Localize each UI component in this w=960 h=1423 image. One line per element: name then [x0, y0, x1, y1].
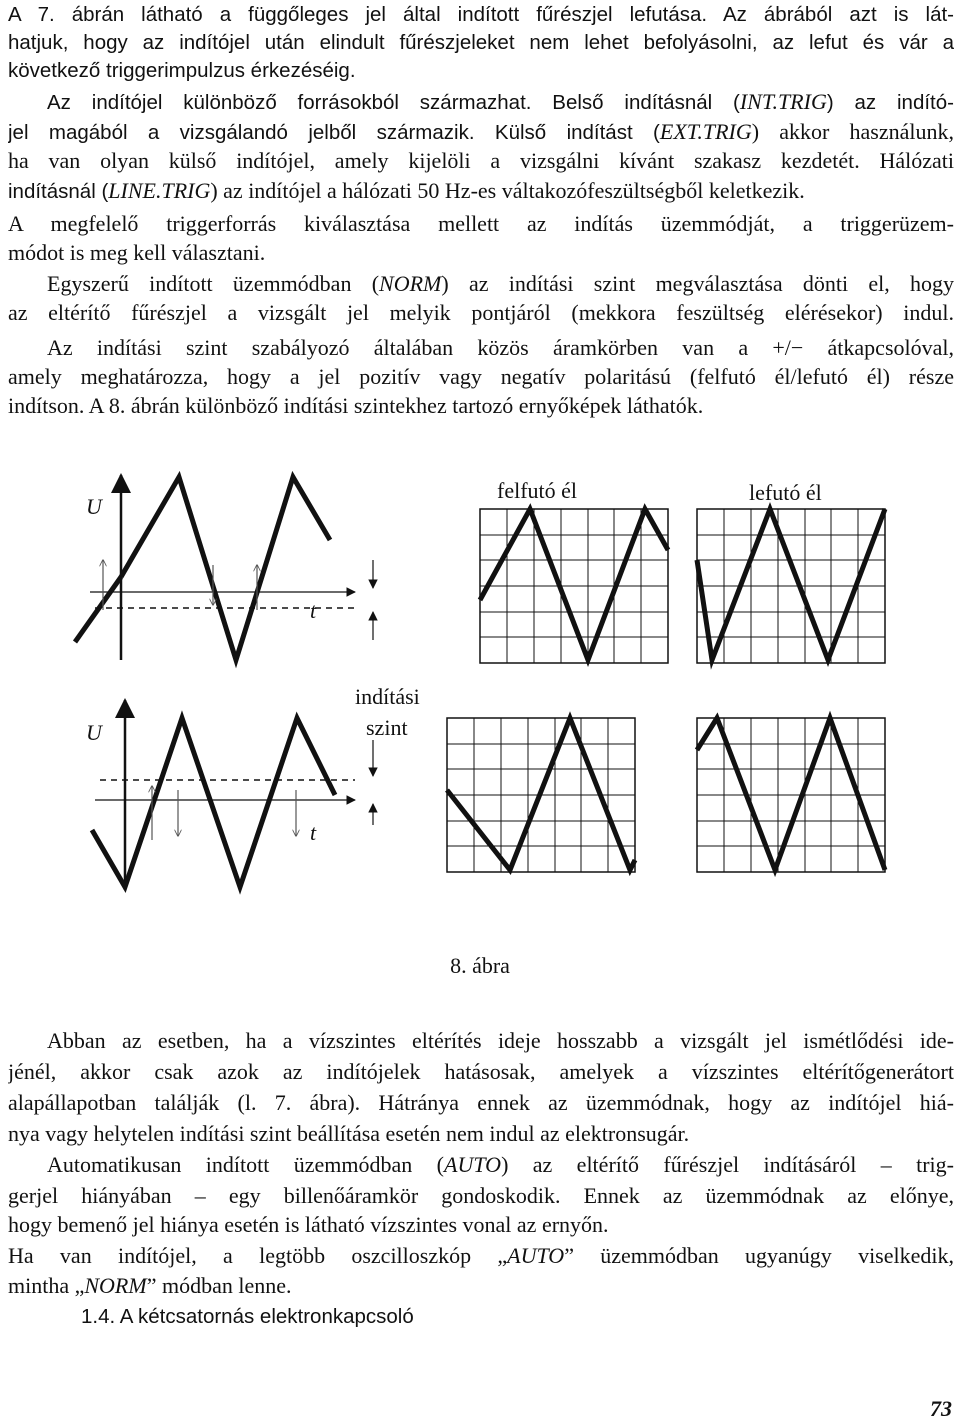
- figure-caption: 8. ábra: [450, 953, 510, 978]
- paragraph-8-line-1: Ha van indítójel, a legtöbb oszcilloszkóp „AUTO” üzemmódban ugyanúgy viselkedik,: [8, 1243, 954, 1268]
- screen-grid-rising: [480, 509, 668, 663]
- paragraph-3-line-2: módot is meg kell választani.: [8, 240, 266, 265]
- waveform-triangle: [92, 718, 335, 887]
- label-trigger-level-1: indítási: [355, 684, 420, 709]
- paragraph-1-line-3: következő triggerimpulzus érkezéséig.: [8, 59, 356, 82]
- paragraph-2-line-4: indításnál (LINE.TRIG) az indítójel a hálózati 50 Hz-es váltakozófeszültségből keletkezik.: [8, 178, 805, 203]
- page-number: 73: [930, 1396, 952, 1421]
- paragraph-6-line-3: alapállapotban találják (l. 7. ábra). Hátránya ennek az üzemmódnak, hogy az indítójel hiá-: [8, 1090, 954, 1115]
- paragraph-6-line-4: nya vagy helytelen indítási szint beállítása esetén nem indul az elektronsugár.: [8, 1121, 690, 1146]
- waveform-triangle: [121, 477, 330, 660]
- paragraph-5-line-2: amely meghatározza, hogy a jel pozitív vagy negatív polaritású (felfutó él/lefutó él) része: [8, 364, 954, 389]
- paragraph-2-line-3: ha van olyan külső indítójel, amely kijelöli a vizsgálni kívánt szakasz kezdetét. Hálózati: [8, 148, 954, 173]
- graph-top-left: [75, 475, 355, 660]
- waveform-bottom-left: [447, 718, 635, 870]
- paragraph-4-line-1: Egyszerű indított üzemmódban (NORM) az indítási szint megválasztása dönti el, hogy: [47, 271, 954, 296]
- u-axis-label: U: [86, 720, 102, 745]
- screen-grid-falling: [697, 509, 885, 663]
- paragraph-6-line-2: jénél, akkor csak azok az indítójelek hatásosak, amelyek a vízszintes eltérítőgenerátort: [8, 1059, 954, 1084]
- waveform-bottom-right: [697, 718, 885, 870]
- paragraph-5-line-3: indítson. A 8. ábrán különböző indítási szintekhez tartozó ernyőképek láthatók.: [8, 393, 704, 418]
- paragraph-1-line-1: A 7. ábrán látható a függőleges jel által indított fűrészjel lefutása. Az ábrából azt is lát-: [8, 3, 954, 26]
- paragraph-8-line-2: mintha „NORM” módban lenne.: [8, 1273, 292, 1298]
- graph-bottom-left: [86, 700, 355, 890]
- paragraph-3-line-1: A megfelelő triggerforrás kiválasztása mellett az indítás üzemmódját, a triggerüzem-: [8, 211, 954, 236]
- paragraph-7-line-1: Automatikusan indított üzemmódban (AUTO) az eltérítő fűrészjel indításáról – trig-: [47, 1152, 954, 1177]
- label-trigger-level-2: szint: [366, 715, 408, 740]
- waveform-left-start: [75, 577, 121, 642]
- t-axis-label: t: [310, 598, 317, 623]
- paragraph-2-line-1: Az indítójel különböző forrásokból származhat. Belső indításnál (INT.TRIG) az indító-: [47, 89, 954, 114]
- paragraph-2-line-2: jel magából a vizsgálandó jelből származik. Külső indítást (EXT.TRIG) akkor használunk,: [8, 119, 954, 144]
- paragraph-7-line-3: hogy bemenő jel hiánya esetén is látható vízszintes vonal az ernyőn.: [8, 1212, 609, 1237]
- t-axis-label: t: [310, 820, 317, 845]
- u-axis-label: U: [86, 494, 102, 519]
- paragraph-6-line-1: Abban az esetben, ha a vízszintes eltérítés ideje hosszabb a vizsgált jel ismétlődési ide-: [47, 1028, 954, 1053]
- screen-grid-bottom-right: [697, 718, 885, 872]
- label-falling-edge: lefutó él: [749, 480, 822, 505]
- label-rising-edge: felfutó él: [497, 478, 578, 503]
- section-heading: 1.4. A kétcsatornás elektronkapcsoló: [81, 1305, 414, 1328]
- paragraph-4-line-2: az eltérítő fűrészjel a vizsgált jel melyik pontjáról (mekkora feszültség elérésekor) indul.: [8, 300, 954, 325]
- paragraph-5-line-1: Az indítási szint szabályozó általában közös áramkörben van a +/− átkapcsolóval,: [47, 335, 954, 360]
- paragraph-1-line-2: hatjuk, hogy az indítójel után elindult fűrészjeleket nem lehet befolyásolni, az lefut és vár a: [8, 31, 954, 54]
- paragraph-7-line-2: gerjel hiányában – egy billenőáramkör gondoskodik. Ennek az üzemmódnak az előnye,: [8, 1183, 954, 1208]
- screen-grid-bottom-left: [447, 718, 635, 872]
